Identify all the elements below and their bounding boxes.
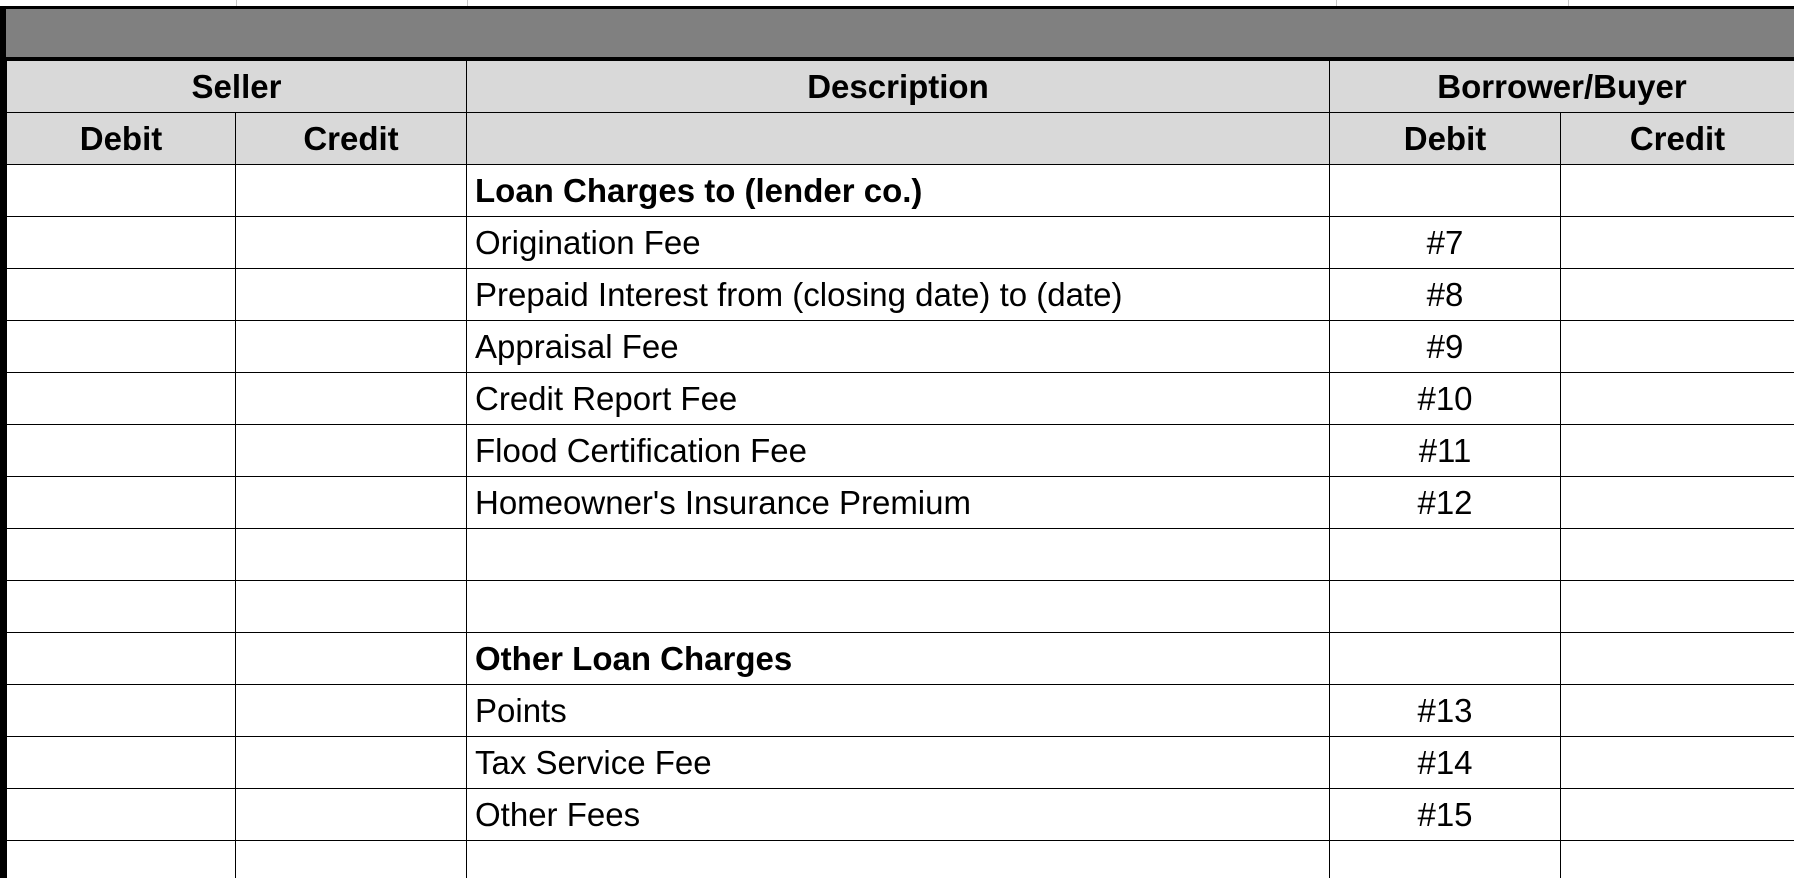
seller-credit-cell[interactable]: [236, 269, 467, 321]
description-cell[interactable]: Points: [467, 685, 1330, 737]
seller-credit-cell[interactable]: [236, 581, 467, 633]
description-cell[interactable]: Homeowner's Insurance Premium: [467, 477, 1330, 529]
table-row: [7, 373, 1795, 425]
description-cell[interactable]: Flood Certification Fee: [467, 425, 1330, 477]
buyer-credit-cell[interactable]: [1561, 373, 1795, 425]
seller-debit-cell[interactable]: [7, 841, 236, 878]
buyer-credit-cell[interactable]: [1561, 633, 1795, 685]
buyer-debit-cell[interactable]: #11: [1330, 425, 1561, 477]
seller-debit-cell[interactable]: [7, 269, 236, 321]
buyer-credit-cell[interactable]: [1561, 685, 1795, 737]
seller-credit-cell[interactable]: [236, 477, 467, 529]
table-row: [7, 477, 1795, 529]
buyer-credit-cell[interactable]: [1561, 529, 1795, 581]
buyer-credit-cell[interactable]: [1561, 269, 1795, 321]
seller-debit-cell[interactable]: [7, 633, 236, 685]
description-cell[interactable]: Appraisal Fee: [467, 321, 1330, 373]
seller-credit-cell[interactable]: [236, 685, 467, 737]
buyer-debit-cell[interactable]: [1330, 581, 1561, 633]
buyer-credit-cell[interactable]: [1561, 321, 1795, 373]
seller-debit-cell[interactable]: [7, 477, 236, 529]
description-cell[interactable]: [467, 529, 1330, 581]
table-row: [7, 269, 1795, 321]
seller-credit-cell[interactable]: [236, 165, 467, 217]
seller-debit-cell[interactable]: [7, 581, 236, 633]
buyer-debit-cell[interactable]: #7: [1330, 217, 1561, 269]
buyer-credit-cell[interactable]: [1561, 477, 1795, 529]
buyer-credit-cell[interactable]: [1561, 737, 1795, 789]
seller-credit-cell[interactable]: [236, 841, 467, 878]
table-row: [7, 789, 1795, 841]
table-row: [7, 581, 1795, 633]
table-row: [7, 165, 1795, 217]
seller-credit-cell[interactable]: [236, 373, 467, 425]
buyer-debit-header[interactable]: Debit: [1330, 113, 1561, 165]
buyer-debit-cell[interactable]: #9: [1330, 321, 1561, 373]
description-cell[interactable]: Prepaid Interest from (closing date) to (date): [467, 269, 1330, 321]
seller-credit-header[interactable]: Credit: [236, 113, 467, 165]
table-row: [7, 737, 1795, 789]
buyer-debit-cell[interactable]: #15: [1330, 789, 1561, 841]
table-row: [7, 841, 1795, 878]
seller-credit-cell[interactable]: [236, 425, 467, 477]
buyer-debit-cell[interactable]: #8: [1330, 269, 1561, 321]
seller-credit-cell[interactable]: [236, 529, 467, 581]
description-cell[interactable]: Other Fees: [467, 789, 1330, 841]
description-cell[interactable]: [467, 841, 1330, 878]
buyer-debit-cell[interactable]: [1330, 529, 1561, 581]
seller-credit-cell[interactable]: [236, 321, 467, 373]
right-margin: [1794, 6, 1800, 878]
table-row: [7, 217, 1795, 269]
seller-debit-cell[interactable]: [7, 685, 236, 737]
seller-debit-header[interactable]: Debit: [7, 113, 236, 165]
seller-debit-cell[interactable]: [7, 789, 236, 841]
seller-debit-cell[interactable]: [7, 217, 236, 269]
buyer-debit-cell[interactable]: [1330, 841, 1561, 878]
description-cell[interactable]: Origination Fee: [467, 217, 1330, 269]
table-row: [7, 685, 1795, 737]
buyer-debit-cell[interactable]: #13: [1330, 685, 1561, 737]
table-row: [7, 633, 1795, 685]
seller-debit-cell[interactable]: [7, 321, 236, 373]
seller-credit-cell[interactable]: [236, 789, 467, 841]
buyer-credit-cell[interactable]: [1561, 581, 1795, 633]
buyer-credit-cell[interactable]: [1561, 789, 1795, 841]
seller-debit-cell[interactable]: [7, 737, 236, 789]
section-divider-band: [6, 6, 1794, 60]
buyer-credit-cell[interactable]: [1561, 425, 1795, 477]
seller-header[interactable]: Seller: [7, 61, 467, 113]
buyer-debit-cell[interactable]: #14: [1330, 737, 1561, 789]
table-row: [7, 425, 1795, 477]
seller-credit-cell[interactable]: [236, 633, 467, 685]
table-row: [7, 321, 1795, 373]
description-cell[interactable]: Loan Charges to (lender co.): [467, 165, 1330, 217]
seller-credit-cell[interactable]: [236, 737, 467, 789]
settlement-table: [6, 60, 1795, 878]
description-cell[interactable]: Credit Report Fee: [467, 373, 1330, 425]
header-row-2: [7, 113, 1795, 165]
seller-credit-cell[interactable]: [236, 217, 467, 269]
description-subheader-cell[interactable]: [467, 113, 1330, 165]
borrower-buyer-header[interactable]: Borrower/Buyer: [1330, 61, 1795, 113]
description-cell[interactable]: Other Loan Charges: [467, 633, 1330, 685]
buyer-debit-cell[interactable]: #10: [1330, 373, 1561, 425]
seller-debit-cell[interactable]: [7, 373, 236, 425]
buyer-debit-cell[interactable]: [1330, 165, 1561, 217]
buyer-credit-cell[interactable]: [1561, 217, 1795, 269]
table-row: [7, 529, 1795, 581]
buyer-debit-cell[interactable]: [1330, 633, 1561, 685]
buyer-debit-cell[interactable]: #12: [1330, 477, 1561, 529]
buyer-credit-cell[interactable]: [1561, 841, 1795, 878]
description-header[interactable]: Description: [467, 61, 1330, 113]
seller-debit-cell[interactable]: [7, 529, 236, 581]
seller-debit-cell[interactable]: [7, 425, 236, 477]
description-cell[interactable]: Tax Service Fee: [467, 737, 1330, 789]
seller-debit-cell[interactable]: [7, 165, 236, 217]
buyer-credit-cell[interactable]: [1561, 165, 1795, 217]
description-cell[interactable]: [467, 581, 1330, 633]
buyer-credit-header[interactable]: Credit: [1561, 113, 1795, 165]
header-row-1: [7, 61, 1795, 113]
